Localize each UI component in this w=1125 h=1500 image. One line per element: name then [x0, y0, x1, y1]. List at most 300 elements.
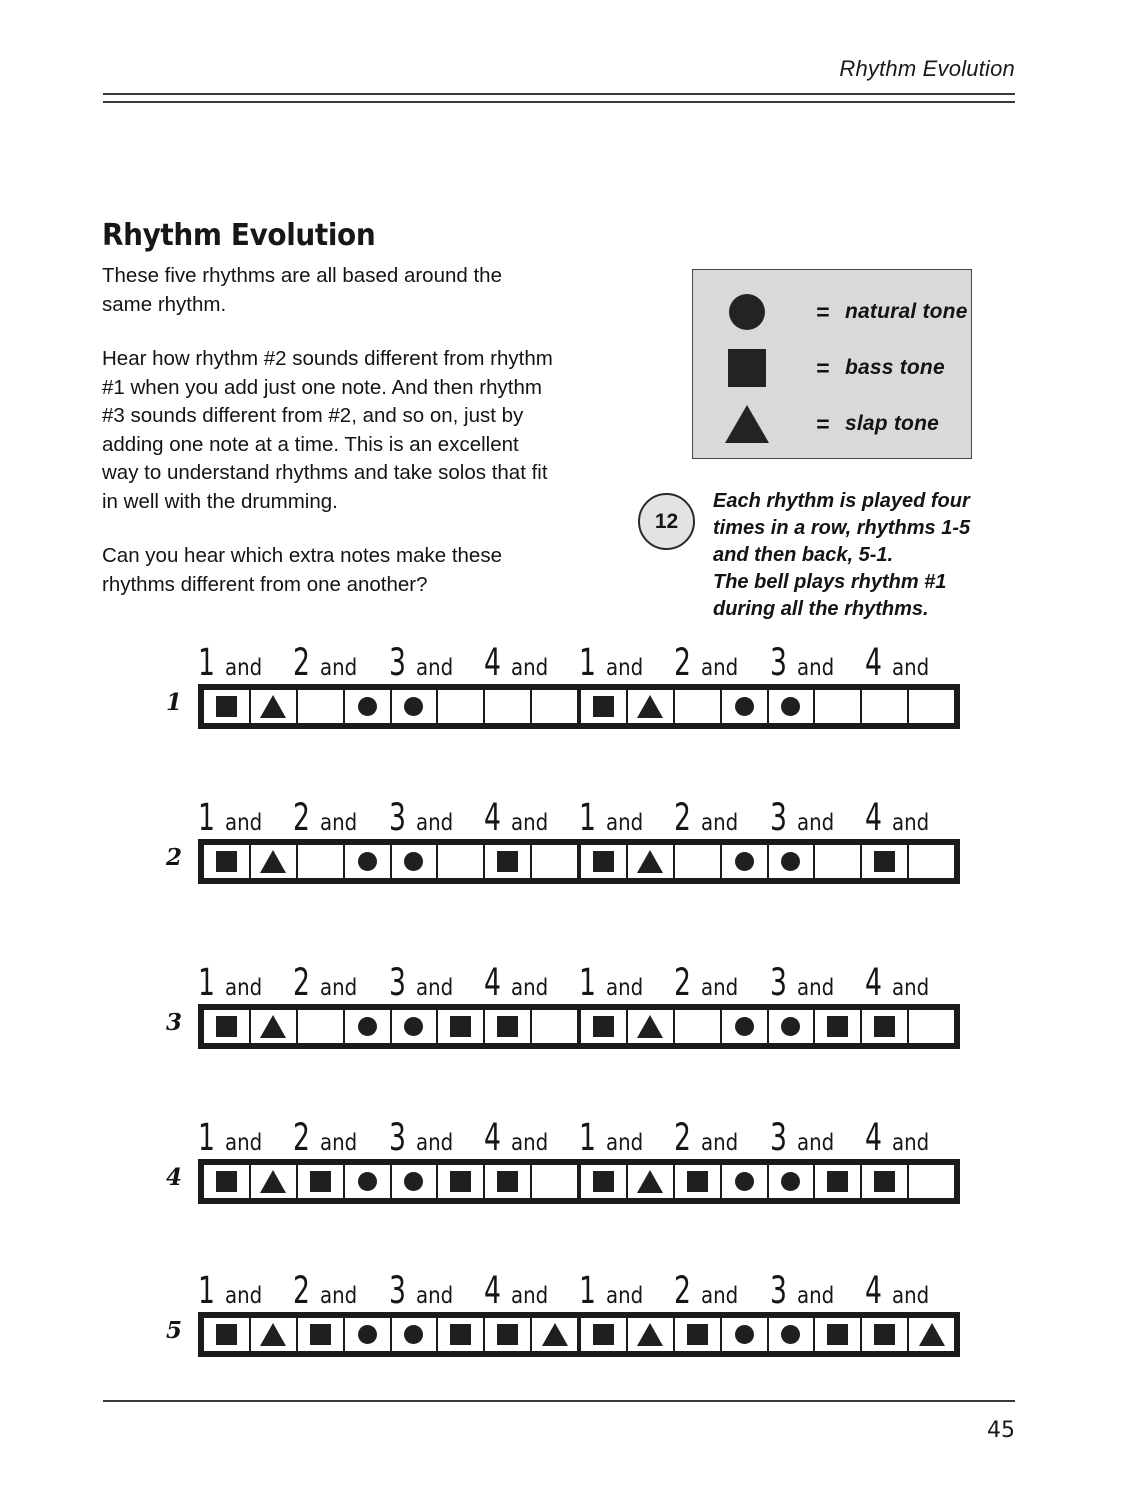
count-and: and: [225, 810, 263, 836]
count-cell: [198, 641, 293, 684]
count-beat: 3: [769, 1116, 787, 1159]
rhythm-cell[interactable]: [909, 1165, 954, 1198]
count-beat: 4: [864, 641, 882, 684]
circle-icon: [358, 1325, 377, 1344]
count-cell: [388, 796, 484, 839]
count-cell: [483, 961, 579, 1004]
rhythm-cell[interactable]: [815, 1318, 862, 1351]
count-cell: [674, 641, 769, 684]
circle-icon: [781, 1172, 800, 1191]
rhythm-row-number: 2: [165, 844, 182, 871]
square-icon: [450, 1016, 471, 1037]
count-cell: [674, 796, 769, 839]
count-cell: [864, 796, 960, 839]
count-beat: 3: [388, 1116, 406, 1159]
rhythm-cell[interactable]: [485, 1318, 532, 1351]
legend-equals-sign: =: [816, 354, 830, 381]
page-number: 45: [987, 1418, 1015, 1443]
square-icon: [687, 1324, 708, 1345]
tone-legend: [692, 269, 972, 459]
rhythm-cell[interactable]: [345, 845, 392, 878]
count-cell: [198, 1116, 293, 1159]
square-icon: [593, 696, 614, 717]
count-and: and: [796, 810, 834, 836]
track-note-line: Each rhythm is played four: [713, 490, 970, 512]
rhythm-cell[interactable]: [298, 690, 345, 723]
circle-icon: [735, 1172, 754, 1191]
count-beat: 2: [674, 1116, 692, 1159]
count-beat: 1: [579, 1116, 596, 1159]
count-cell: [483, 1116, 579, 1159]
count-cell: [579, 1116, 674, 1159]
rhythm-row-number: 1: [165, 689, 182, 716]
count-row: [198, 637, 960, 684]
header-rule: [103, 93, 1015, 103]
intro-paragraph-3: Can you hear which extra notes make these rhythms different from one another?: [102, 544, 502, 596]
rhythm-cell[interactable]: [815, 690, 862, 723]
rhythm-cell[interactable]: [532, 1318, 581, 1351]
count-and: and: [796, 975, 834, 1001]
rhythm-cell[interactable]: [392, 1165, 439, 1198]
triangle-icon: [637, 1323, 663, 1346]
circle-icon: [735, 1017, 754, 1036]
count-beat: 1: [579, 961, 596, 1004]
count-beat: 3: [388, 641, 406, 684]
rhythm-cell[interactable]: [862, 690, 909, 723]
count-and: and: [225, 1130, 263, 1156]
count-cell: [579, 796, 674, 839]
count-and: and: [415, 975, 453, 1001]
triangle-icon: [637, 1015, 663, 1038]
rhythm-cell[interactable]: [392, 1318, 439, 1351]
square-icon: [874, 1016, 895, 1037]
rhythm-cell[interactable]: [392, 1010, 439, 1043]
count-and: and: [701, 1130, 739, 1156]
count-beat: 1: [198, 961, 215, 1004]
square-icon: [593, 1171, 614, 1192]
rhythm-cell[interactable]: [581, 690, 628, 723]
track-note-line: times in a row, rhythms 1-5: [713, 517, 971, 539]
square-icon: [216, 851, 237, 872]
running-head: Rhythm Evolution: [839, 56, 1015, 81]
count-and: and: [606, 1283, 644, 1309]
legend-label-bass-tone: bass tone: [845, 356, 945, 379]
rhythm-cell[interactable]: [909, 690, 954, 723]
triangle-icon: [637, 1170, 663, 1193]
count-beat: 2: [293, 961, 311, 1004]
rhythm-row-number: 5: [165, 1317, 182, 1344]
count-beat: 2: [293, 1116, 311, 1159]
count-beat: 1: [579, 641, 596, 684]
count-beat: 1: [198, 1269, 215, 1312]
triangle-icon: [637, 850, 663, 873]
circle-icon: [735, 852, 754, 871]
count-beat: 3: [769, 641, 787, 684]
circle-icon: [358, 1172, 377, 1191]
square-icon: [497, 1171, 518, 1192]
count-beat: 4: [864, 1116, 882, 1159]
count-beat: 3: [388, 796, 406, 839]
count-beat: 4: [483, 961, 501, 1004]
count-and: and: [891, 975, 929, 1001]
rhythm-grid: [198, 839, 960, 884]
track-note-line: The bell plays rhythm #1: [713, 571, 947, 593]
count-beat: 2: [293, 641, 311, 684]
track-note-line: and then back, 5-1.: [713, 544, 894, 566]
circle-icon: [781, 1017, 800, 1036]
count-and: and: [796, 655, 834, 681]
legend-row-natural-tone: [693, 285, 971, 339]
count-cell: [674, 1269, 769, 1312]
rhythm-cell[interactable]: [345, 1010, 392, 1043]
count-and: and: [891, 1130, 929, 1156]
count-and: and: [701, 655, 739, 681]
square-icon: [216, 1171, 237, 1192]
rhythm-cell[interactable]: [532, 690, 581, 723]
circle-icon: [404, 1172, 423, 1191]
rhythm-cell[interactable]: [815, 1010, 862, 1043]
count-cell: [864, 1269, 960, 1312]
count-beat: 3: [769, 796, 787, 839]
count-beat: 1: [198, 641, 215, 684]
square-icon: [593, 851, 614, 872]
square-icon: [827, 1171, 848, 1192]
rhythm-cell[interactable]: [675, 1010, 722, 1043]
rhythm-cell[interactable]: [722, 1318, 769, 1351]
count-cell: [293, 1116, 388, 1159]
triangle-icon: [542, 1323, 568, 1346]
rhythm-grid: [198, 1159, 960, 1204]
rhythm-cell[interactable]: [392, 845, 439, 878]
track-note: [713, 488, 988, 623]
triangle-icon: [637, 695, 663, 718]
count-and: and: [510, 975, 548, 1001]
count-beat: 1: [579, 1269, 596, 1312]
rhythm-cell[interactable]: [769, 1165, 816, 1198]
rhythm-cell[interactable]: [769, 1010, 816, 1043]
count-and: and: [701, 1283, 739, 1309]
rhythm-cell[interactable]: [532, 845, 581, 878]
square-icon: [310, 1171, 331, 1192]
count-and: and: [415, 810, 453, 836]
count-row: [198, 1265, 960, 1312]
count-cell: [483, 641, 579, 684]
count-cell: [198, 796, 293, 839]
count-cell: [293, 641, 388, 684]
count-beat: 2: [674, 796, 692, 839]
count-cell: [388, 961, 484, 1004]
legend-equals-sign: =: [816, 298, 830, 325]
square-icon: [497, 851, 518, 872]
count-cell: [483, 1269, 579, 1312]
rhythm-cell[interactable]: [628, 1010, 675, 1043]
triangle-icon: [260, 695, 286, 718]
rhythm-cell[interactable]: [628, 1318, 675, 1351]
square-icon: [874, 1324, 895, 1345]
rhythm-cell[interactable]: [862, 1010, 909, 1043]
count-cell: [769, 961, 865, 1004]
rhythm-cell[interactable]: [251, 845, 298, 878]
rhythm-cell[interactable]: [438, 1318, 485, 1351]
rhythm-cell[interactable]: [769, 845, 816, 878]
rhythm-cell[interactable]: [675, 1165, 722, 1198]
count-and: and: [510, 810, 548, 836]
count-cell: [769, 641, 865, 684]
rhythm-cell[interactable]: [769, 1318, 816, 1351]
count-row: [198, 957, 960, 1004]
count-beat: 2: [674, 961, 692, 1004]
triangle-icon: [260, 1170, 286, 1193]
track-number-badge: 12: [638, 493, 695, 550]
square-icon: [497, 1324, 518, 1345]
rhythm-cell[interactable]: [909, 1010, 954, 1043]
circle-icon: [735, 697, 754, 716]
circle-icon: [693, 294, 801, 330]
square-icon: [593, 1324, 614, 1345]
rhythm-cell[interactable]: [722, 690, 769, 723]
count-cell: [674, 1116, 769, 1159]
count-beat: 2: [674, 641, 692, 684]
count-beat: 1: [579, 796, 596, 839]
count-beat: 4: [483, 1269, 501, 1312]
count-cell: [293, 796, 388, 839]
square-icon: [874, 1171, 895, 1192]
rhythm-grid: [198, 684, 960, 729]
rhythm-cell[interactable]: [532, 1010, 581, 1043]
count-and: and: [891, 655, 929, 681]
square-icon: [450, 1171, 471, 1192]
legend-label-slap-tone: slap tone: [845, 412, 939, 435]
page-title: Rhythm Evolution: [102, 218, 376, 254]
rhythm-cell[interactable]: [628, 1165, 675, 1198]
count-beat: 1: [198, 796, 215, 839]
count-and: and: [225, 1283, 263, 1309]
rhythm-cell[interactable]: [485, 1165, 532, 1198]
count-and: and: [415, 1130, 453, 1156]
count-cell: [388, 1269, 484, 1312]
footer-rule: [103, 1400, 1015, 1402]
rhythm-row-number: 3: [165, 1009, 182, 1036]
rhythm-cell[interactable]: [909, 845, 954, 878]
count-and: and: [796, 1283, 834, 1309]
rhythm-cell[interactable]: [298, 1010, 345, 1043]
count-cell: [579, 961, 674, 1004]
count-and: and: [891, 1283, 929, 1309]
rhythm-cell[interactable]: [251, 1165, 298, 1198]
count-and: and: [320, 975, 358, 1001]
rhythm-cell[interactable]: [438, 690, 485, 723]
rhythm-cell[interactable]: [722, 1010, 769, 1043]
rhythm-cell[interactable]: [438, 1010, 485, 1043]
count-cell: [674, 961, 769, 1004]
count-beat: 2: [674, 1269, 692, 1312]
count-cell: [769, 796, 865, 839]
count-beat: 3: [769, 1269, 787, 1312]
rhythm-cell[interactable]: [485, 690, 532, 723]
count-cell: [769, 1116, 865, 1159]
rhythm-cell[interactable]: [392, 690, 439, 723]
rhythm-row-number: 4: [165, 1164, 182, 1191]
rhythm-cell[interactable]: [438, 845, 485, 878]
count-beat: 4: [864, 961, 882, 1004]
rhythm-cell[interactable]: [251, 1318, 298, 1351]
triangle-icon: [693, 405, 801, 443]
rhythm-cell[interactable]: [581, 1318, 628, 1351]
rhythm-cell[interactable]: [204, 845, 251, 878]
square-icon: [874, 851, 895, 872]
rhythm-cell[interactable]: [298, 1165, 345, 1198]
count-cell: [293, 1269, 388, 1312]
count-cell: [769, 1269, 865, 1312]
legend-label-natural-tone: natural tone: [845, 300, 968, 323]
intro-copy: [102, 262, 554, 599]
rhythm-cell[interactable]: [722, 845, 769, 878]
count-cell: [198, 1269, 293, 1312]
rhythm-cell[interactable]: [675, 845, 722, 878]
count-and: and: [510, 655, 548, 681]
square-icon: [497, 1016, 518, 1037]
rhythm-cell[interactable]: [298, 845, 345, 878]
circle-icon: [358, 852, 377, 871]
square-icon: [827, 1324, 848, 1345]
count-and: and: [606, 975, 644, 1001]
rhythm-cell[interactable]: [251, 1010, 298, 1043]
rhythm-cell[interactable]: [815, 845, 862, 878]
rhythm-cell[interactable]: [345, 1318, 392, 1351]
circle-icon: [781, 1325, 800, 1344]
legend-row-bass-tone: [693, 341, 971, 395]
count-and: and: [415, 655, 453, 681]
rhythm-cell[interactable]: [581, 1165, 628, 1198]
rhythm-cell[interactable]: [251, 690, 298, 723]
rhythm-cell[interactable]: [862, 1318, 909, 1351]
count-beat: 4: [483, 796, 501, 839]
rhythm-cell[interactable]: [485, 845, 532, 878]
count-and: and: [606, 810, 644, 836]
count-and: and: [225, 655, 263, 681]
count-cell: [579, 1269, 674, 1312]
rhythm-cell[interactable]: [532, 1165, 581, 1198]
rhythm-grid: [198, 1004, 960, 1049]
circle-icon: [735, 1325, 754, 1344]
circle-icon: [781, 852, 800, 871]
rhythm-cell[interactable]: [204, 690, 251, 723]
count-beat: 1: [198, 1116, 215, 1159]
count-and: and: [796, 1130, 834, 1156]
count-cell: [293, 961, 388, 1004]
count-and: and: [701, 810, 739, 836]
rhythm-cell[interactable]: [581, 845, 628, 878]
rhythm-cell[interactable]: [204, 1165, 251, 1198]
rhythm-cell[interactable]: [862, 1165, 909, 1198]
count-cell: [198, 961, 293, 1004]
count-beat: 2: [293, 796, 311, 839]
triangle-icon: [260, 1015, 286, 1038]
rhythm-cell[interactable]: [628, 690, 675, 723]
count-cell: [864, 1116, 960, 1159]
square-icon: [216, 1324, 237, 1345]
circle-icon: [404, 697, 423, 716]
count-row: [198, 1112, 960, 1159]
square-icon: [310, 1324, 331, 1345]
count-and: and: [510, 1283, 548, 1309]
count-cell: [864, 961, 960, 1004]
count-beat: 4: [864, 796, 882, 839]
legend-equals-sign: =: [816, 410, 830, 437]
rhythm-cell[interactable]: [675, 690, 722, 723]
count-and: and: [891, 810, 929, 836]
count-cell: [483, 796, 579, 839]
circle-icon: [358, 1017, 377, 1036]
rhythm-cell[interactable]: [204, 1318, 251, 1351]
track-note-line: during all the rhythms.: [713, 598, 929, 620]
count-beat: 4: [864, 1269, 882, 1312]
square-icon: [216, 1016, 237, 1037]
count-and: and: [701, 975, 739, 1001]
rhythm-cell[interactable]: [438, 1165, 485, 1198]
count-beat: 4: [483, 641, 501, 684]
rhythm-cell[interactable]: [722, 1165, 769, 1198]
legend-row-slap-tone: [693, 397, 971, 451]
intro-paragraph-2: Hear how rhythm #2 sounds different from rhythm #1 when you add just one note. And then rhythm #3 sounds different from #2, and so on, just by adding one note at a time. This is an excellent way to understand rhythms and take solos that fit in well with the drumming.: [102, 347, 553, 513]
rhythm-cell[interactable]: [204, 1010, 251, 1043]
count-cell: [388, 641, 484, 684]
count-and: and: [320, 810, 358, 836]
count-and: and: [606, 655, 644, 681]
intro-paragraph-1: These five rhythms are all based around the same rhythm.: [102, 264, 502, 316]
count-and: and: [225, 975, 263, 1001]
count-and: and: [606, 1130, 644, 1156]
rhythm-cell[interactable]: [628, 845, 675, 878]
rhythm-cell[interactable]: [345, 690, 392, 723]
square-icon: [216, 696, 237, 717]
triangle-icon: [919, 1323, 945, 1346]
square-icon: [593, 1016, 614, 1037]
rhythm-cell[interactable]: [675, 1318, 722, 1351]
rhythm-cell[interactable]: [769, 690, 816, 723]
rhythm-cell[interactable]: [909, 1318, 954, 1351]
square-icon: [693, 349, 801, 387]
rhythm-cell[interactable]: [581, 1010, 628, 1043]
square-icon: [450, 1324, 471, 1345]
count-beat: 3: [388, 1269, 406, 1312]
count-and: and: [320, 655, 358, 681]
circle-icon: [404, 1325, 423, 1344]
count-beat: 3: [388, 961, 406, 1004]
circle-icon: [358, 697, 377, 716]
count-cell: [388, 1116, 484, 1159]
count-beat: 3: [769, 961, 787, 1004]
triangle-icon: [260, 1323, 286, 1346]
square-icon: [687, 1171, 708, 1192]
rhythm-grid: [198, 1312, 960, 1357]
count-and: and: [415, 1283, 453, 1309]
count-row: [198, 792, 960, 839]
triangle-icon: [260, 850, 286, 873]
count-and: and: [320, 1130, 358, 1156]
square-icon: [827, 1016, 848, 1037]
circle-icon: [781, 697, 800, 716]
rhythm-cell[interactable]: [862, 845, 909, 878]
rhythm-cell[interactable]: [815, 1165, 862, 1198]
count-cell: [864, 641, 960, 684]
rhythm-cell[interactable]: [485, 1010, 532, 1043]
circle-icon: [404, 852, 423, 871]
count-and: and: [320, 1283, 358, 1309]
circle-icon: [404, 1017, 423, 1036]
rhythm-cell[interactable]: [298, 1318, 345, 1351]
rhythm-cell[interactable]: [345, 1165, 392, 1198]
